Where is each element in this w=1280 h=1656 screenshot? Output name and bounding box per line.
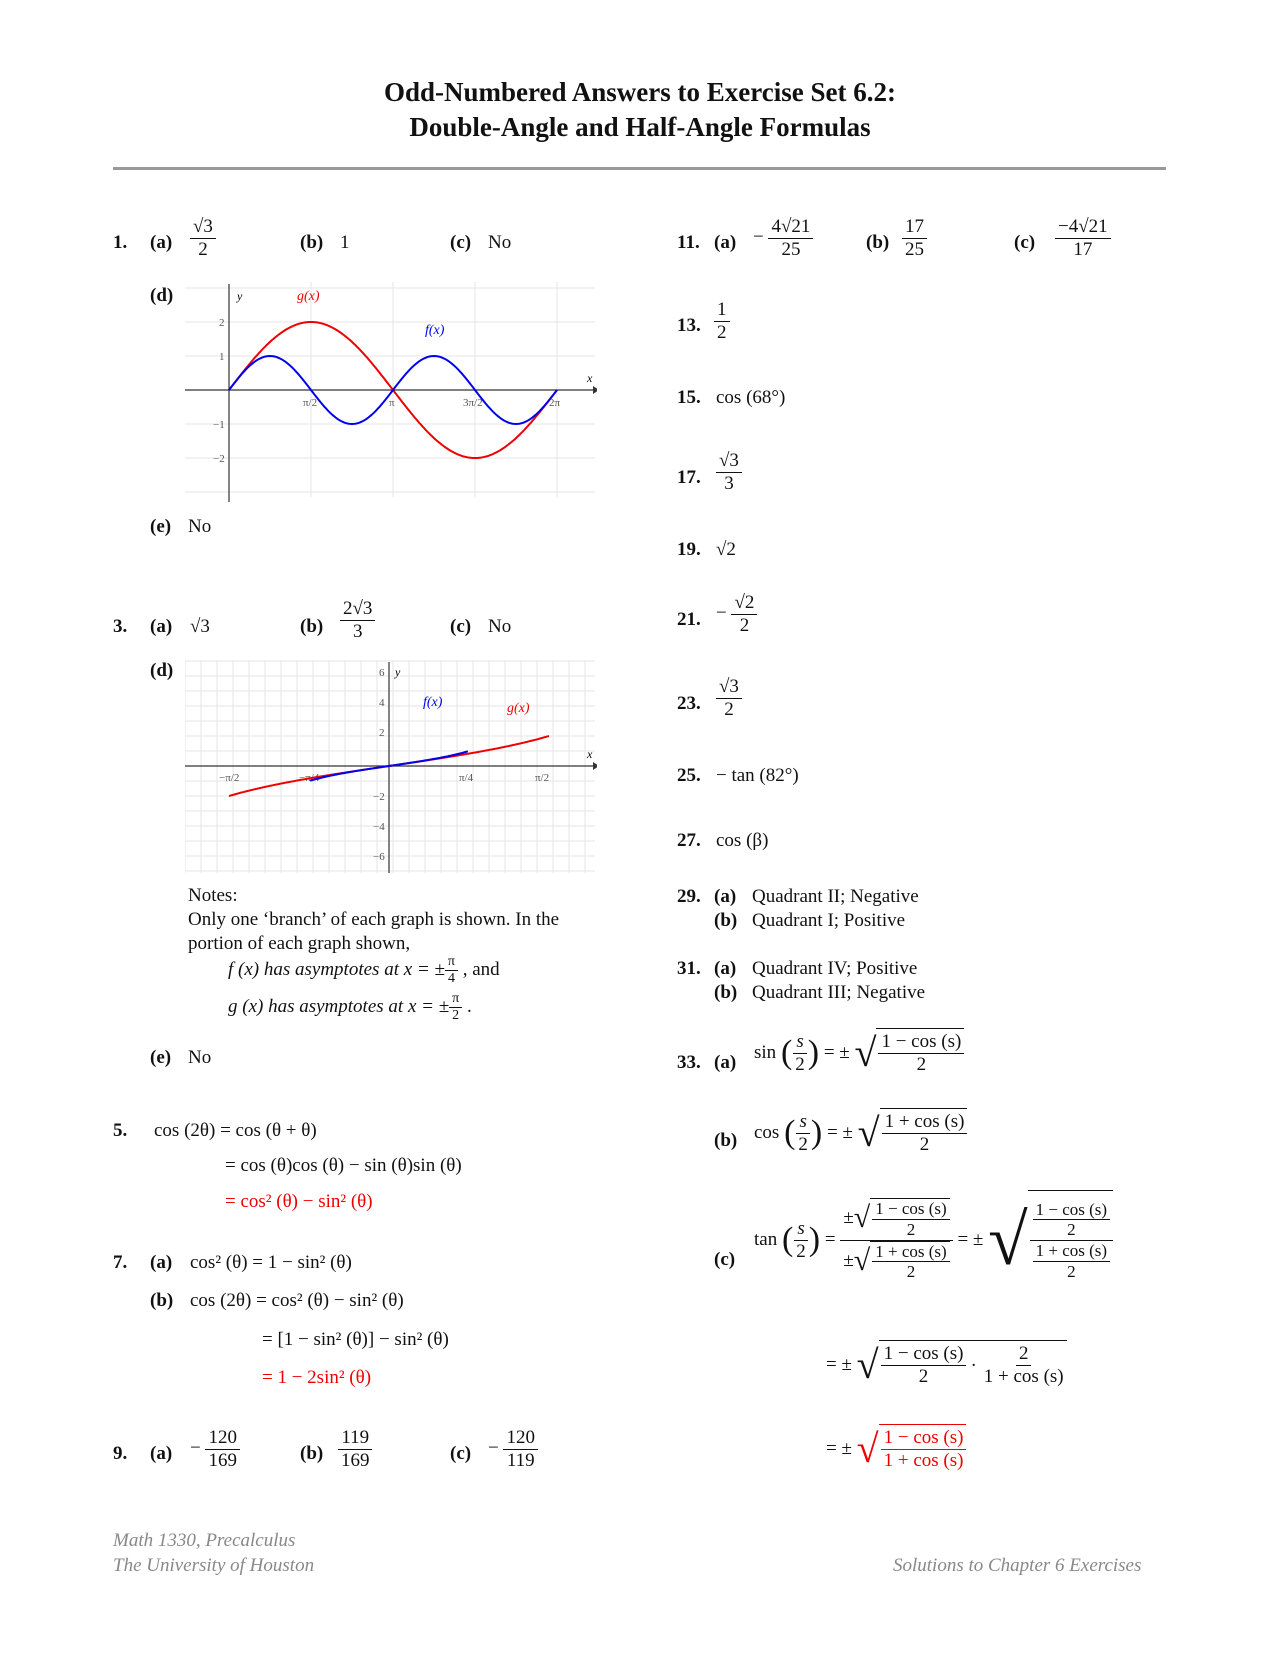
- graph3-tick-y-4: −2: [373, 791, 385, 803]
- problem-17-number: 17.: [677, 467, 701, 488]
- problem-5-line-1: cos (2θ) = cos (θ + θ): [154, 1120, 317, 1141]
- problem-29b-label: (b): [714, 910, 738, 931]
- graph3-tick-y-3: 2: [379, 727, 385, 739]
- problem-11c-answer: $\frac{-4√21}{17}$: [1055, 216, 1111, 261]
- problem-11-number: 11.: [677, 232, 700, 253]
- graph1-tick-x-1: π/2: [303, 397, 318, 409]
- header-rule: [113, 167, 1166, 170]
- graph1-tick-y-2: 1: [219, 351, 225, 363]
- problem-11b-label: (b): [866, 232, 890, 253]
- problem-7a-label: (a): [150, 1252, 173, 1273]
- graph3-tick-x-4: π/2: [535, 772, 550, 784]
- problem-3e-answer: No: [188, 1047, 212, 1068]
- problem-9a-label: (a): [150, 1443, 173, 1464]
- problem-1a-answer: $\frac{√3}{2}$: [190, 216, 216, 261]
- problem-33b-answer: cos ( $\frac{s}{2}$ ) = ± √ $\frac{1 + \cos (s)}{2}$: [754, 1108, 967, 1158]
- notes-g-asymptotes: g (x) has asymptotes at x = ± $\frac{\pi}{2}$ .: [228, 991, 472, 1024]
- problem-1-graph: [185, 282, 597, 502]
- graph3-tick-x-2: −π/4: [299, 772, 320, 784]
- graph3-f-label: f(x): [423, 695, 443, 710]
- graph1-tick-y-3: −1: [213, 419, 225, 431]
- problem-33c-label: (c): [714, 1249, 736, 1270]
- problem-23-answer: $\frac{√3}{2}$: [716, 676, 742, 721]
- problem-7b-label: (b): [150, 1290, 174, 1311]
- problem-1c-label: (c): [450, 232, 472, 253]
- problem-3e-label: (e): [150, 1047, 172, 1068]
- graph1-tick-x-2: π: [389, 397, 395, 409]
- problem-3-number: 3.: [113, 616, 128, 637]
- problem-3b-answer: $\frac{2√3}{3}$: [340, 598, 375, 643]
- graph3-tick-x-1: −π/2: [219, 772, 240, 784]
- page-title-line2: Double-Angle and Half-Angle Formulas: [409, 112, 871, 142]
- problem-33a-label: (a): [714, 1052, 737, 1073]
- problem-31-number: 31.: [677, 958, 701, 979]
- footer-chapter: Solutions to Chapter 6 Exercises: [893, 1555, 1142, 1576]
- graph1-tick-y-1: 2: [219, 317, 225, 329]
- problem-1e-label: (e): [150, 516, 172, 537]
- footer-course: Math 1330, Precalculus: [113, 1530, 296, 1551]
- problem-13-answer: $\frac{1}{2}$: [714, 299, 730, 344]
- problem-3a-label: (a): [150, 616, 173, 637]
- problem-1e-answer: No: [188, 516, 212, 537]
- graph3-tick-y-5: −4: [373, 821, 385, 833]
- problem-33c-answer-line-3: = ± √ $\frac{1 - \cos (s)}{1 + \cos (s)}$: [826, 1424, 966, 1474]
- problem-21-number: 21.: [677, 609, 701, 630]
- graph1-g-label: g(x): [297, 289, 320, 304]
- notes-title: Notes:: [188, 885, 238, 906]
- problem-3c-label: (c): [450, 616, 472, 637]
- problem-31a-label: (a): [714, 958, 737, 979]
- graph1-tick-x-4: 2π: [549, 397, 561, 409]
- graph3-x-axis-label: x: [587, 747, 593, 761]
- notes-f-asymptotes: f (x) has asymptotes at x = ± $\frac{\pi}{4}$ , and: [228, 954, 500, 987]
- problem-13-number: 13.: [677, 315, 701, 336]
- problem-33-number: 33.: [677, 1052, 701, 1073]
- problem-1b-answer: 1: [340, 232, 350, 253]
- problem-19-answer: √2: [716, 539, 736, 560]
- problem-3d-label: (d): [150, 660, 174, 681]
- problem-33b-label: (b): [714, 1130, 738, 1151]
- problem-29a-label: (a): [714, 886, 737, 907]
- graph1-x-axis-label: x: [587, 371, 593, 385]
- problem-33c-answer-line-2: = ± √ $\frac{1 - \cos (s)}{2}$ · $\frac{2}{1 + \cos (s)}$: [826, 1340, 1067, 1390]
- graph1-y-axis-label: y: [237, 289, 243, 303]
- problem-29a-answer: Quadrant II; Negative: [752, 886, 919, 907]
- graph3-tick-y-2: 4: [379, 697, 385, 709]
- problem-5-number: 5.: [113, 1120, 128, 1141]
- problem-9b-label: (b): [300, 1443, 324, 1464]
- problem-29-number: 29.: [677, 886, 701, 907]
- problem-1a-label: (a): [150, 232, 173, 253]
- problem-33c-answer-line-1: tan ( $\frac{s}{2}$ ) = ± √ $\frac{1 - \cos (s)}{2}$ ± √ $\frac{1 + \cos (s)}{2}$ = ± √ $\frac{\frac{1 - \cos (s)}{2}}{\frac{1 + \cos (s)}{2}}$: [754, 1190, 1113, 1290]
- graph3-y-axis-label: y: [395, 665, 401, 679]
- problem-7-number: 7.: [113, 1252, 128, 1273]
- graph1-tick-y-4: −2: [213, 453, 225, 465]
- problem-5-line-3: = cos² (θ) − sin² (θ): [225, 1191, 373, 1212]
- problem-1c-answer: No: [488, 232, 512, 253]
- problem-3c-answer: No: [488, 616, 512, 637]
- problem-29b-answer: Quadrant I; Positive: [752, 910, 906, 931]
- problem-31b-label: (b): [714, 982, 738, 1003]
- notes-line-1: Only one ‘branch’ of each graph is shown. In the: [188, 909, 560, 930]
- graph1-f-label: f(x): [425, 323, 445, 338]
- problem-33a-answer: sin ( $\frac{s}{2}$ ) = ± √ $\frac{1 - \cos (s)}{2}$: [754, 1028, 964, 1078]
- problem-31b-answer: Quadrant III; Negative: [752, 982, 926, 1003]
- graph3-tick-x-3: π/4: [459, 772, 474, 784]
- problem-31a-answer: Quadrant IV; Positive: [752, 958, 918, 979]
- problem-17-answer: $\frac{√3}{3}$: [716, 450, 742, 495]
- graph1-tick-x-3: 3π/2: [463, 397, 483, 409]
- problem-9a-answer: − $\frac{120}{169}$: [190, 1427, 240, 1472]
- problem-3a-answer: √3: [190, 616, 210, 637]
- notes-line-2: portion of each graph shown,: [188, 933, 411, 954]
- problem-1b-label: (b): [300, 232, 324, 253]
- problem-7a-answer: cos² (θ) = 1 − sin² (θ): [190, 1252, 352, 1273]
- problem-19-number: 19.: [677, 539, 701, 560]
- problem-7b-line-3: = 1 − 2sin² (θ): [262, 1367, 372, 1388]
- graph3-tick-y-1: 6: [379, 667, 385, 679]
- problem-25-answer: − tan (82°): [716, 765, 799, 786]
- problem-27-number: 27.: [677, 830, 701, 851]
- problem-11b-answer: $\frac{17}{25}$: [902, 216, 927, 261]
- problem-1d-label: (d): [150, 285, 174, 306]
- problem-7b-line-1: cos (2θ) = cos² (θ) − sin² (θ): [190, 1290, 404, 1311]
- problem-27-answer: cos (β): [716, 830, 769, 851]
- graph3-tick-y-6: −6: [373, 851, 385, 863]
- problem-9-number: 9.: [113, 1443, 128, 1464]
- problem-9c-answer: − $\frac{120}{119}$: [488, 1427, 538, 1472]
- problem-9c-label: (c): [450, 1443, 472, 1464]
- problem-23-number: 23.: [677, 693, 701, 714]
- problem-7b-line-2: = [1 − sin² (θ)] − sin² (θ): [262, 1329, 449, 1350]
- problem-15-answer: cos (68°): [716, 387, 786, 408]
- problem-11a-label: (a): [714, 232, 737, 253]
- problem-3b-label: (b): [300, 616, 324, 637]
- problem-11c-label: (c): [1014, 232, 1036, 253]
- problem-25-number: 25.: [677, 765, 701, 786]
- footer-university: The University of Houston: [113, 1555, 315, 1576]
- problem-21-answer: − $\frac{√2}{2}$: [716, 592, 757, 637]
- graph3-g-label: g(x): [507, 701, 530, 716]
- problem-15-number: 15.: [677, 387, 701, 408]
- problem-3-graph: [185, 660, 597, 875]
- problem-5-line-2: = cos (θ)cos (θ) − sin (θ)sin (θ): [225, 1155, 462, 1176]
- problem-9b-answer: $\frac{119}{169}$: [338, 1427, 373, 1472]
- problem-1-number: 1.: [113, 232, 128, 253]
- page-title-line1: Odd-Numbered Answers to Exercise Set 6.2:: [384, 77, 896, 107]
- problem-11a-answer: − $\frac{4√21}{25}$: [753, 216, 813, 261]
